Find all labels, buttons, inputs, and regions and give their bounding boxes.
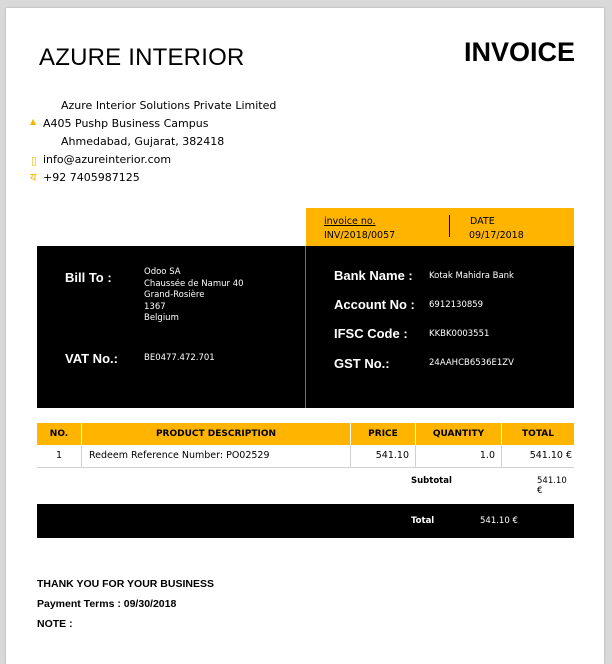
thank-you-text: THANK YOU FOR YOUR BUSINESS [37, 578, 214, 590]
date-label: DATE [470, 216, 495, 227]
subtotal-value: 541.10 € [537, 476, 567, 496]
billing-bank-panel [37, 246, 574, 408]
total-value: 541.10 € [480, 516, 518, 526]
address-line-2: Ahmedabad, Gujarat, 382418 [61, 135, 225, 148]
bill-to-country: Belgium [144, 313, 179, 323]
col-header-description: PRODUCT DESCRIPTION [155, 429, 277, 439]
bill-to-address [144, 267, 244, 325]
account-value: 6912130859 [429, 300, 484, 310]
row-quantity: 1.0 [479, 450, 495, 461]
note-label: NOTE : [37, 618, 73, 630]
table-header [37, 423, 574, 445]
row-no: 1 [55, 450, 63, 461]
cell-separator [81, 445, 82, 467]
ifsc-label: IFSC Code : [334, 326, 408, 341]
email-icon: ▯ [31, 154, 38, 167]
company-phone: +92 7405987125 [43, 171, 140, 184]
invoice-footer [37, 574, 214, 634]
bill-to-zip: 1367 [144, 301, 166, 312]
invoice-title: INVOICE [464, 37, 576, 67]
payment-terms: Payment Terms : 09/30/2018 [37, 598, 177, 610]
meta-divider [449, 215, 450, 237]
row-price: 541.10 [375, 450, 409, 461]
bill-to-street: Chaussée de Namur 40 [144, 278, 244, 289]
invoice-number-label: invoice no. [324, 216, 376, 227]
phone-icon: य [30, 171, 37, 184]
ifsc-value: KKBK0003551 [429, 329, 490, 339]
invoice-meta-box [306, 208, 574, 246]
location-icon: ▲ [30, 117, 37, 126]
bill-to-name: Odoo SA [144, 267, 181, 277]
company-legal-name: Azure Interior Solutions Private Limited [61, 99, 277, 112]
bill-to-city: Grand-Rosière [144, 290, 205, 300]
invoice-number-value: INV/2018/0057 [324, 230, 396, 241]
bill-to-label: Bill To : [65, 270, 112, 285]
invoice-page [6, 8, 604, 664]
gst-label: GST No.: [334, 356, 390, 371]
account-label: Account No : [334, 297, 415, 312]
total-label: Total [411, 516, 435, 526]
vat-label: VAT No.: [65, 351, 118, 366]
col-header-quantity: QUANTITY [432, 429, 485, 439]
date-value: 09/17/2018 [469, 230, 524, 241]
total-bar [37, 504, 574, 538]
gst-value: 24AAHCB6536E1ZV [429, 358, 514, 368]
bank-name-label: Bank Name : [334, 268, 413, 283]
col-header-total: TOTAL [522, 429, 554, 439]
table-row [37, 445, 574, 468]
address-line-1: A405 Pushp Business Campus [43, 117, 209, 130]
company-name: AZURE INTERIOR [39, 44, 245, 71]
company-email: info@azureinterior.com [43, 153, 172, 166]
vat-value: BE0477.472.701 [144, 353, 215, 363]
subtotal-label: Subtotal [411, 476, 452, 486]
col-header-price: PRICE [368, 429, 398, 439]
bank-name-value: Kotak Mahidra Bank [429, 271, 514, 281]
row-description: Redeem Reference Number: PO02529 [89, 450, 270, 461]
panel-divider [305, 246, 306, 408]
col-header-no: NO. [49, 429, 69, 439]
subtotal-row [37, 469, 574, 503]
row-total: 541.10 € [529, 450, 572, 461]
